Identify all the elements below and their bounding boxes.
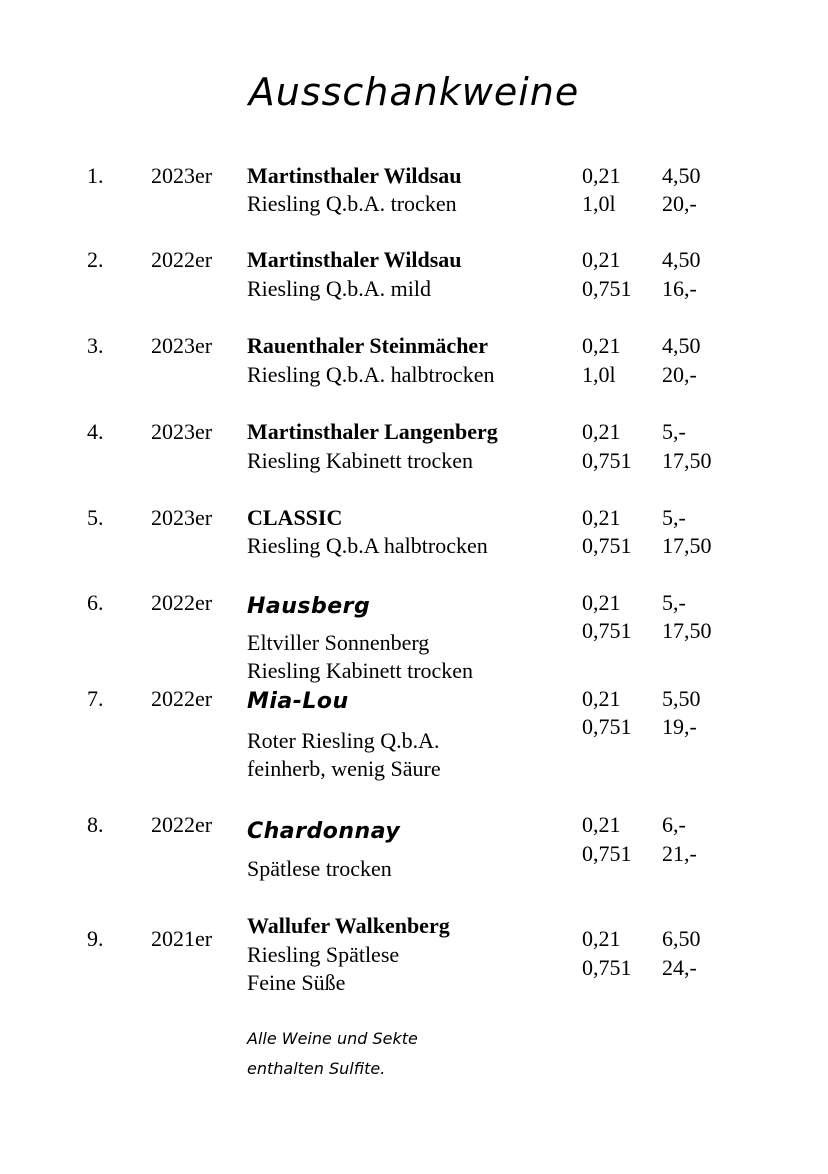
wine-name: Wallufer Walkenberg	[247, 913, 450, 938]
wine-size: 0,751	[582, 276, 632, 301]
wine-name: Martinsthaler Langenberg	[247, 419, 498, 444]
wine-number: 2.	[87, 247, 104, 272]
wine-price: 5,-	[662, 590, 686, 615]
footnote-line: Alle Weine und Sekte	[247, 1029, 418, 1048]
wine-description: Feine Süße	[247, 970, 346, 995]
wine-price: 21,-	[662, 841, 697, 866]
wine-name: Mia-Lou	[247, 689, 349, 714]
wine-number: 9.	[87, 926, 104, 951]
page-title: Ausschankweine	[248, 70, 580, 114]
wine-description: Eltviller Sonnenberg	[247, 630, 430, 655]
wine-year: 2022er	[151, 812, 213, 837]
wine-year: 2023er	[151, 505, 213, 530]
wine-size: 0,21	[582, 686, 621, 711]
wine-description: Riesling Kabinett trocken	[247, 658, 474, 683]
wine-price: 4,50	[662, 333, 701, 358]
wine-name: Hausberg	[247, 594, 371, 619]
wine-year: 2023er	[151, 419, 213, 444]
wine-year: 2022er	[151, 247, 213, 272]
wine-name: Chardonnay	[247, 819, 401, 844]
wine-price: 20,-	[662, 191, 697, 216]
wine-description: Spätlese trocken	[247, 856, 392, 881]
wine-description: Riesling Spätlese	[247, 942, 400, 967]
wine-size: 0,751	[582, 714, 632, 739]
wine-price: 24,-	[662, 955, 697, 980]
wine-size: 0,21	[582, 419, 621, 444]
wine-size: 0,21	[582, 812, 621, 837]
wine-size: 0,751	[582, 448, 632, 473]
wine-size: 0,21	[582, 247, 621, 272]
wine-description: feinherb, wenig Säure	[247, 756, 441, 781]
wine-number: 8.	[87, 812, 104, 837]
sulfite-footnote	[247, 1024, 418, 1084]
wine-price: 4,50	[662, 247, 701, 272]
wine-size: 0,21	[582, 333, 621, 358]
wine-size: 0,21	[582, 505, 621, 530]
wine-price: 20,-	[662, 362, 697, 387]
wine-year: 2023er	[151, 163, 213, 188]
wine-name: CLASSIC	[247, 505, 343, 530]
wine-number: 3.	[87, 333, 104, 358]
wine-price: 17,50	[662, 448, 712, 473]
wine-description: Riesling Kabinett trocken	[247, 448, 474, 473]
wine-description: Roter Riesling Q.b.A.	[247, 728, 440, 753]
wine-size: 0,751	[582, 618, 632, 643]
wine-size: 0,21	[582, 926, 621, 951]
wine-size: 0,21	[582, 590, 621, 615]
wine-price: 5,-	[662, 505, 686, 530]
wine-size: 0,21	[582, 163, 621, 188]
wine-price: 4,50	[662, 163, 701, 188]
wine-number: 1.	[87, 163, 104, 188]
wine-year: 2023er	[151, 333, 213, 358]
wine-number: 5.	[87, 505, 104, 530]
wine-price: 6,-	[662, 812, 686, 837]
wine-size: 1,0l	[582, 362, 616, 387]
wine-number: 4.	[87, 419, 104, 444]
wine-size: 0,751	[582, 955, 632, 980]
wine-number: 6.	[87, 590, 104, 615]
wine-year: 2022er	[151, 590, 213, 615]
wine-year: 2022er	[151, 686, 213, 711]
wine-price: 16,-	[662, 276, 697, 301]
wine-price: 5,50	[662, 686, 701, 711]
wine-size: 0,751	[582, 533, 632, 558]
wine-description: Riesling Q.b.A. mild	[247, 276, 431, 301]
wine-price: 6,50	[662, 926, 701, 951]
wine-name: Martinsthaler Wildsau	[247, 163, 462, 188]
wine-size: 0,751	[582, 841, 632, 866]
wine-size: 1,0l	[582, 191, 616, 216]
wine-number: 7.	[87, 686, 104, 711]
wine-price: 17,50	[662, 618, 712, 643]
footnote-line: enthalten Sulfite.	[247, 1059, 386, 1078]
wine-description: Riesling Q.b.A. trocken	[247, 191, 457, 216]
wine-name: Rauenthaler Steinmächer	[247, 333, 488, 358]
wine-year: 2021er	[151, 926, 213, 951]
wine-price: 5,-	[662, 419, 686, 444]
wine-description: Riesling Q.b.A. halbtrocken	[247, 362, 495, 387]
wine-name: Martinsthaler Wildsau	[247, 247, 462, 272]
wine-price: 17,50	[662, 533, 712, 558]
wine-price: 19,-	[662, 714, 697, 739]
wine-description: Riesling Q.b.A halbtrocken	[247, 533, 488, 558]
